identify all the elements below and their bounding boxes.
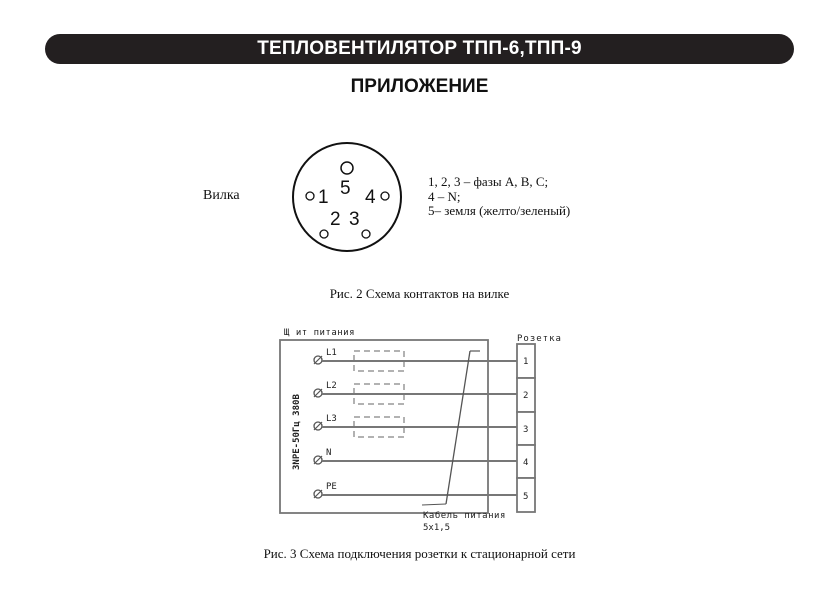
- socket-pin-3: 3: [523, 425, 529, 435]
- legend-line-neutral: 4 – N;: [428, 188, 461, 204]
- pin-legend: [428, 175, 570, 219]
- terminal-label-n: N: [326, 448, 332, 458]
- panel-label: Щ ит питания: [284, 328, 356, 338]
- socket-pin-4: 4: [523, 458, 529, 468]
- cable-label: Кабель питания: [423, 511, 506, 521]
- terminal-label-l3: L3: [326, 414, 337, 424]
- voltage-label: 3NPE-50Гц 380В: [292, 394, 302, 470]
- figure-2-caption: Рис. 2 Схема контактов на вилке: [329, 286, 510, 301]
- wiring-diagram: [270, 322, 590, 537]
- socket-label: Розетка: [517, 334, 562, 344]
- pin-number-1: 1: [318, 187, 329, 208]
- pin-number-5: 5: [340, 178, 351, 199]
- terminal-label-l1: L1: [326, 348, 337, 358]
- plug-label: Вилка: [203, 188, 240, 203]
- pin-number-3: 3: [349, 209, 360, 230]
- header-bar: [45, 34, 794, 64]
- legend-line-ground: 5– земля (желто/зеленый): [428, 203, 571, 218]
- terminal-label-l2: L2: [326, 381, 337, 391]
- pin-number-4: 4: [365, 187, 376, 208]
- plug-pinout-diagram: [280, 135, 420, 265]
- document-title: ТЕПЛОВЕНТИЛЯТОР ТПП-6,ТПП-9: [257, 38, 582, 59]
- cable-spec: 5х1,5: [423, 523, 451, 533]
- socket-pin-5: 5: [523, 492, 529, 502]
- figure-3-caption: Рис. 3 Схема подключения розетки к стационарной сети: [263, 546, 576, 561]
- legend-line-phases: 1, 2, 3 – фазы А, В, С;: [428, 174, 549, 189]
- section-title: ПРИЛОЖЕНИЕ: [350, 76, 489, 97]
- terminal-label-pe: PE: [326, 482, 337, 492]
- socket-pin-1: 1: [523, 357, 529, 367]
- socket-pin-2: 2: [523, 391, 529, 401]
- pin-number-2: 2: [330, 209, 341, 230]
- cable-leader: [422, 504, 446, 505]
